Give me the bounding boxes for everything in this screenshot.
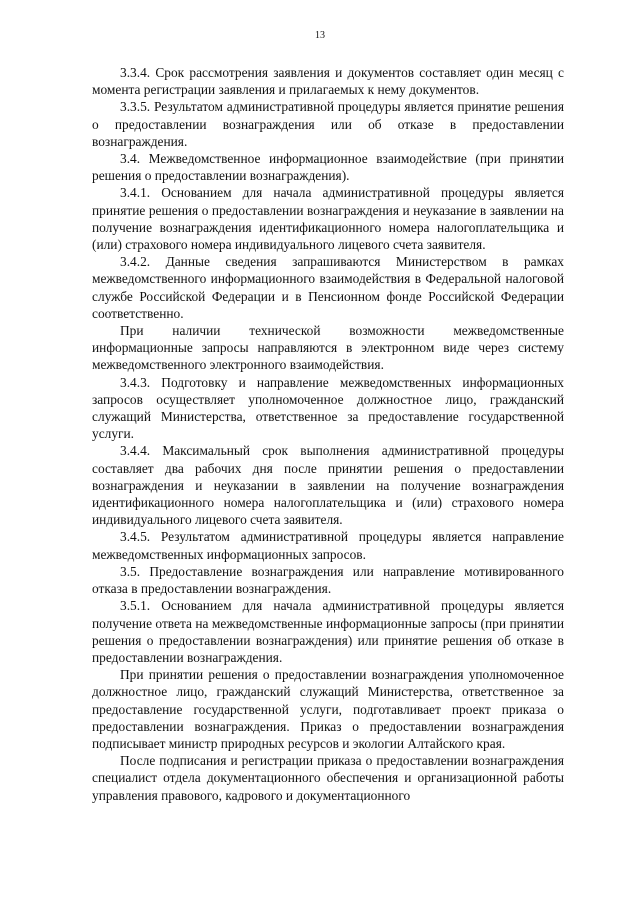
paragraph-3-5-1: 3.5.1. Основанием для начала административной процедуры является получение ответа на межведомственные информационные запросы (при принятии решения о предоставлении вознаграждения) или принятие решения об отказе в предоставлении вознаграждения. (92, 598, 564, 665)
paragraph-3-4-2: 3.4.2. Данные сведения запрашиваются Министерством в рамках межведомственного информационного взаимодействия в Федеральной налоговой службе Российской Федерации и в Пенсионном фонде Российской Федерации соответственно. (92, 254, 564, 321)
paragraph-3-5: 3.5. Предоставление вознаграждения или направление мотивированного отказа в предоставлении вознаграждения. (92, 563, 564, 597)
paragraph-3-4-3: 3.4.3. Подготовку и направление межведомственных информационных запросов осуществляет уполномоченное должностное лицо, гражданский служащий Министерства, ответственное за предоставление государственной услуги. (92, 374, 564, 442)
document-body (92, 64, 564, 804)
page-number: 13 (315, 30, 325, 41)
paragraph-3-3-5: 3.3.5. Результатом административной процедуры является принятие решения о предоставлении вознаграждения или об отказе в предоставлении вознаграждения. (92, 99, 564, 149)
paragraph-technical-possibility: При наличии технической возможности межведомственные информационные запросы направляются в электронном виде через систему межведомственного электронного взаимодействия. (92, 323, 564, 373)
paragraph-after-signing: После подписания и регистрации приказа о предоставлении вознаграждения специалист отдела документационного обеспечения и организационной работы управления правового, кадрового и документационного (92, 753, 564, 803)
paragraph-3-4: 3.4. Межведомственное информационное взаимодействие (при принятии решения о предоставлении вознаграждения). (92, 151, 564, 184)
paragraph-order-preparation: При принятии решения о предоставлении вознаграждения уполномоченное должностное лицо, гражданский служащий Министерства, ответственное за предоставление государственной услуги, подготавливает проект приказа о предоставлении вознаграждения. Приказ о предоставлении вознаграждения подписывает министр природных ресурсов и экологии Алтайского края. (92, 667, 564, 751)
paragraph-3-3-4: 3.3.4. Срок рассмотрения заявления и документов составляет один месяц с момента регистрации заявления и прилагаемых к нему документов. (92, 65, 564, 98)
paragraph-3-4-5: 3.4.5. Результатом административной процедуры является направление межведомственных информационных запросов. (92, 529, 564, 562)
paragraph-3-4-1: 3.4.1. Основанием для начала административной процедуры является принятие решения о предоставлении вознаграждения и неуказание в заявлении на получение вознаграждения идентификационного номера налогоплательщика и (или) страхового номера индивидуального лицевого счета заявителя. (92, 185, 564, 253)
paragraph-3-4-4: 3.4.4. Максимальный срок выполнения административной процедуры составляет два рабочих дня после принятии решения о предоставлении вознаграждения и неуказании в заявлении на получение вознаграждения идентификационного номера налогоплательщика и (или) страхового номера индивидуального лицевого счета заявителя. (92, 443, 564, 528)
